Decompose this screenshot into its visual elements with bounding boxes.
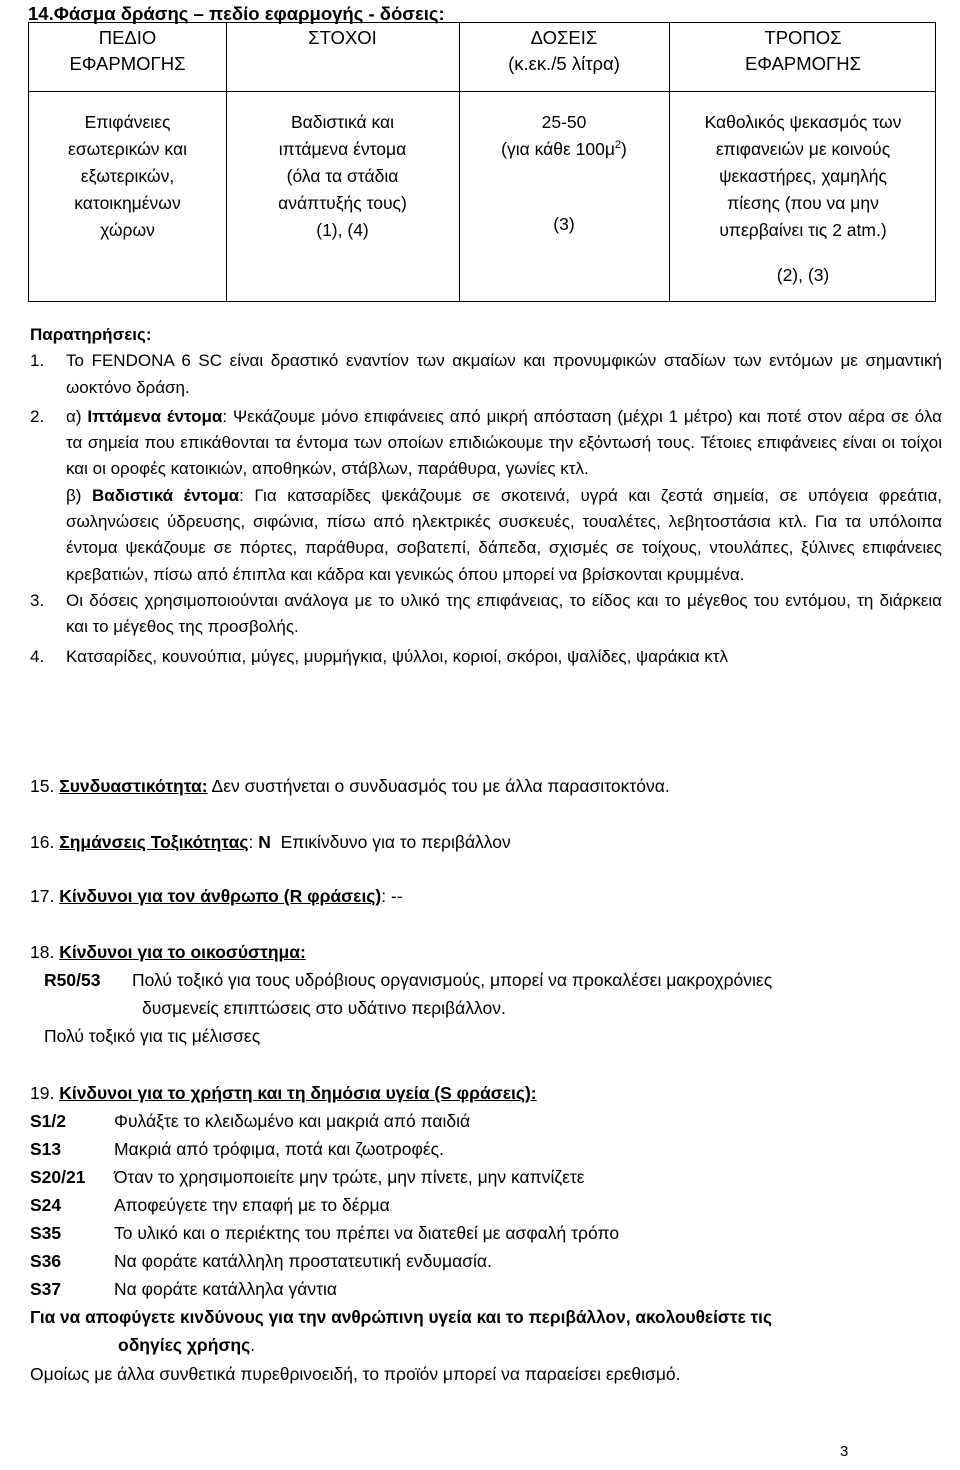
section-14-title: 14.Φάσμα δράσης – πεδίο εφαρμογής - δόσεις: xyxy=(28,3,445,24)
cell-line: Επιφάνειες xyxy=(84,112,171,132)
dose-value: 25-50 xyxy=(541,112,587,132)
safety-code: S13 xyxy=(30,1139,62,1159)
section-text: Δεν συστήνεται ο συνδυασμός του με άλλα παρασιτοκτόνα. xyxy=(207,776,670,796)
section-17 xyxy=(30,886,403,907)
header-line: ΣΤΟΧΟΙ xyxy=(308,27,377,48)
note-bold-label: Βαδιστικά έντομα xyxy=(92,485,240,505)
section-number: 16. xyxy=(30,832,55,852)
cell-line: Καθολικός ψεκασμός των xyxy=(704,112,902,132)
note-prefix: α) xyxy=(66,406,88,426)
note-text: Κατσαρίδες, κουνούπια, μύγες, μυρμήγκια, ψύλλοι, κοριοί, σκόροι, ψαλίδες, ψαράκια κτλ xyxy=(66,646,729,666)
bee-toxicity-text: Πολύ τοξικό για τις μέλισσες xyxy=(44,1026,261,1046)
safety-code: S1/2 xyxy=(30,1111,66,1131)
dose-per-area xyxy=(459,136,669,163)
section-label: Συνδυαστικότητα: xyxy=(59,776,208,796)
table-cell-doses xyxy=(459,109,669,238)
risk-text: Πολύ τοξικό για τους υδρόβιους οργανισμούς, μπορεί να προκαλέσει μακροχρόνιες xyxy=(132,970,773,990)
note-text: : Για κατσαρίδες ψεκάζουμε σε σκοτεινά, υγρά και ζεστά σημεία, σε υπόγεια φρεάτια, σωληνώσεις ύδρευσης, σιφώνια, πίσω από ηλεκτρικές συσκευές, τουαλέτες, λεβητοστάσια κτλ. Για τα υπόλοιπα έντομα ψεκάζουμε σε πόρτες, παράθυρα, σοβατεπί, δάπεδα, σχισμές σε τοίχους, ντουλάπες, ξύλινες επιφάνειες κρεβατιών, πίσω από έπιπλα και κάδρα και γενικώς όπου μπορεί να βρίσκονται κρυμμένα. xyxy=(66,485,943,584)
cell-line: Βαδιστικά και xyxy=(290,112,395,132)
table-header-field xyxy=(29,25,226,77)
section-colon: : xyxy=(248,832,259,852)
safety-code: S24 xyxy=(30,1195,62,1215)
page-number: 3 xyxy=(840,1443,849,1460)
section-15 xyxy=(30,776,670,797)
safety-text: Το υλικό και ο περιέκτης του πρέπει να διατεθεί με ασφαλή τρόπο xyxy=(114,1223,620,1243)
cell-line: ιπτάμενα έντομα xyxy=(278,139,407,159)
note-1 xyxy=(30,348,942,401)
safety-text: Να φοράτε κατάλληλη προστατευτική ενδυμασία. xyxy=(114,1251,492,1271)
application-table xyxy=(28,22,936,302)
section-16 xyxy=(30,832,511,853)
section-label: Σημάνσεις Τοξικότητας xyxy=(59,832,249,852)
section-18 xyxy=(30,942,306,963)
note-bold-label: Ιπτάμενα έντομα xyxy=(87,406,223,426)
section-number: 19. xyxy=(30,1083,55,1103)
hazard-symbol: N xyxy=(258,832,271,852)
note-number: 3. xyxy=(30,590,45,610)
header-line: ΕΦΑΡΜΟΓΗΣ xyxy=(744,53,862,74)
safety-code: S37 xyxy=(30,1279,62,1299)
note-number: 1. xyxy=(30,351,45,371)
cell-line: (όλα τα στάδια xyxy=(286,166,399,186)
safety-text: Να φοράτε κατάλληλα γάντια xyxy=(114,1279,338,1299)
header-line: ΤΡΟΠΟΣ xyxy=(764,27,842,48)
note-number: 4. xyxy=(30,646,45,666)
safety-code: S36 xyxy=(30,1251,62,1271)
table-header-targets xyxy=(226,25,459,51)
method-reference: (2), (3) xyxy=(776,265,830,285)
header-line: ΔΟΣΕΙΣ xyxy=(530,27,598,48)
table-header-divider xyxy=(29,91,935,92)
cell-line: εσωτερικών και xyxy=(68,139,187,159)
warning-text: Για να αποφύγετε κινδύνους για την ανθρώπινη υγεία και το περιβάλλον, ακολουθείστε τις xyxy=(30,1307,772,1327)
note-text: : Ψεκάζουμε μόνο επιφάνειες από μικρή απόσταση (μέχρι 1 μέτρο) και ποτέ στον αέρα σε όλα τα σημεία που επικάθονται τα έντομα των οποίων επιδιώκουμε την εξόντωσή τους. Τέτοιες επιφάνειες είναι οι τοίχοι και οι οροφές κατοικιών, αποθηκών, στάβλων, παράθυρα, γωνίες κτλ. xyxy=(66,406,942,479)
section-number: 15. xyxy=(30,776,55,796)
cell-line: επιφανειών με κοινούς xyxy=(715,139,891,159)
notes-block xyxy=(30,322,942,670)
note-4 xyxy=(30,644,942,670)
cell-line: χώρων xyxy=(100,220,155,240)
table-header-method xyxy=(669,25,937,77)
warning-dot: . xyxy=(250,1335,256,1355)
section-label: Κίνδυνοι για το οικοσύστημα: xyxy=(59,942,306,962)
note-prefix: β) xyxy=(66,485,93,505)
dose-per-text: (για κάθε 100μ xyxy=(501,139,615,159)
cell-line: ανάπτυξής τους) xyxy=(278,193,407,213)
dose-per-close: ) xyxy=(621,139,627,159)
section-text: : -- xyxy=(381,886,403,906)
note-text: Οι δόσεις χρησιμοποιούνται ανάλογα με το υλικό της επιφάνειας, το είδος και το μέγεθος του εντόμου, τη διάρκεια και το μέγεθος της προσβολής. xyxy=(66,590,942,637)
section-label: Κίνδυνοι για το χρήστη και τη δημόσια υγεία (S φράσεις): xyxy=(59,1083,537,1103)
note-2 xyxy=(30,404,942,588)
risk-text: δυσμενείς επιπτώσεις στο υδάτινο περιβάλλον. xyxy=(142,998,506,1018)
safety-text: Φυλάξτε το κλειδωμένο και μακριά από παιδιά xyxy=(114,1111,471,1131)
notes-heading: Παρατηρήσεις: xyxy=(30,325,152,344)
table-cell-targets xyxy=(226,109,459,244)
cell-line: κατοικημένων xyxy=(74,193,181,213)
cell-line: ψεκαστήρες, χαμηλής xyxy=(719,166,887,186)
safety-text: Μακριά από τρόφιμα, ποτά και ζωοτροφές. xyxy=(114,1139,444,1159)
safety-text: Όταν το χρησιμοποιείτε μην τρώτε, μην πίνετε, μην καπνίζετε xyxy=(114,1167,585,1187)
table-cell-method xyxy=(669,109,937,289)
cell-line: υπερβαίνει τις 2 atm.) xyxy=(719,220,887,240)
cell-line: πίεσης (που να μην xyxy=(727,193,879,213)
warning-text-line2 xyxy=(118,1335,255,1356)
section-number: 18. xyxy=(30,942,55,962)
dose-superscript: 2 xyxy=(614,139,622,152)
note-2a xyxy=(66,404,942,483)
cell-line: (1), (4) xyxy=(316,220,369,240)
table-cell-field xyxy=(29,109,226,244)
section-number: 17. xyxy=(30,886,55,906)
safety-text: Αποφεύγετε την επαφή με το δέρμα xyxy=(114,1195,390,1215)
header-line: (κ.εκ./5 λίτρα) xyxy=(508,53,620,74)
note-2b xyxy=(66,483,942,588)
header-line: ΠΕΔΙΟ xyxy=(98,27,157,48)
note-number: 2. xyxy=(30,406,45,426)
section-label: Κίνδυνοι για τον άνθρωπο (R φράσεις) xyxy=(59,886,382,906)
warning-text: οδηγίες χρήσης xyxy=(118,1335,251,1355)
table-header-doses xyxy=(459,25,669,77)
cell-line: εξωτερικών, xyxy=(80,166,175,186)
section-19 xyxy=(30,1083,537,1104)
risk-code: R50/53 xyxy=(44,970,101,990)
dose-reference: (3) xyxy=(553,214,575,234)
safety-code: S20/21 xyxy=(30,1167,86,1187)
note-3 xyxy=(30,588,942,641)
section-text: Επικίνδυνο για το περιβάλλον xyxy=(270,832,511,852)
safety-code: S35 xyxy=(30,1223,62,1243)
header-line: ΕΦΑΡΜΟΓΗΣ xyxy=(69,53,186,74)
note-text: Το FENDONA 6 SC είναι δραστικό εναντίον των ακμαίων και προνυμφικών σταδίων των εντόμων με σημαντική ωοκτόνο δράση. xyxy=(66,351,942,397)
fire-warning-text: Ομοίως με άλλα συνθετικά πυρεθρινοειδή, το προϊόν μπορεί να παραείσει ερεθισμό. xyxy=(30,1364,681,1384)
